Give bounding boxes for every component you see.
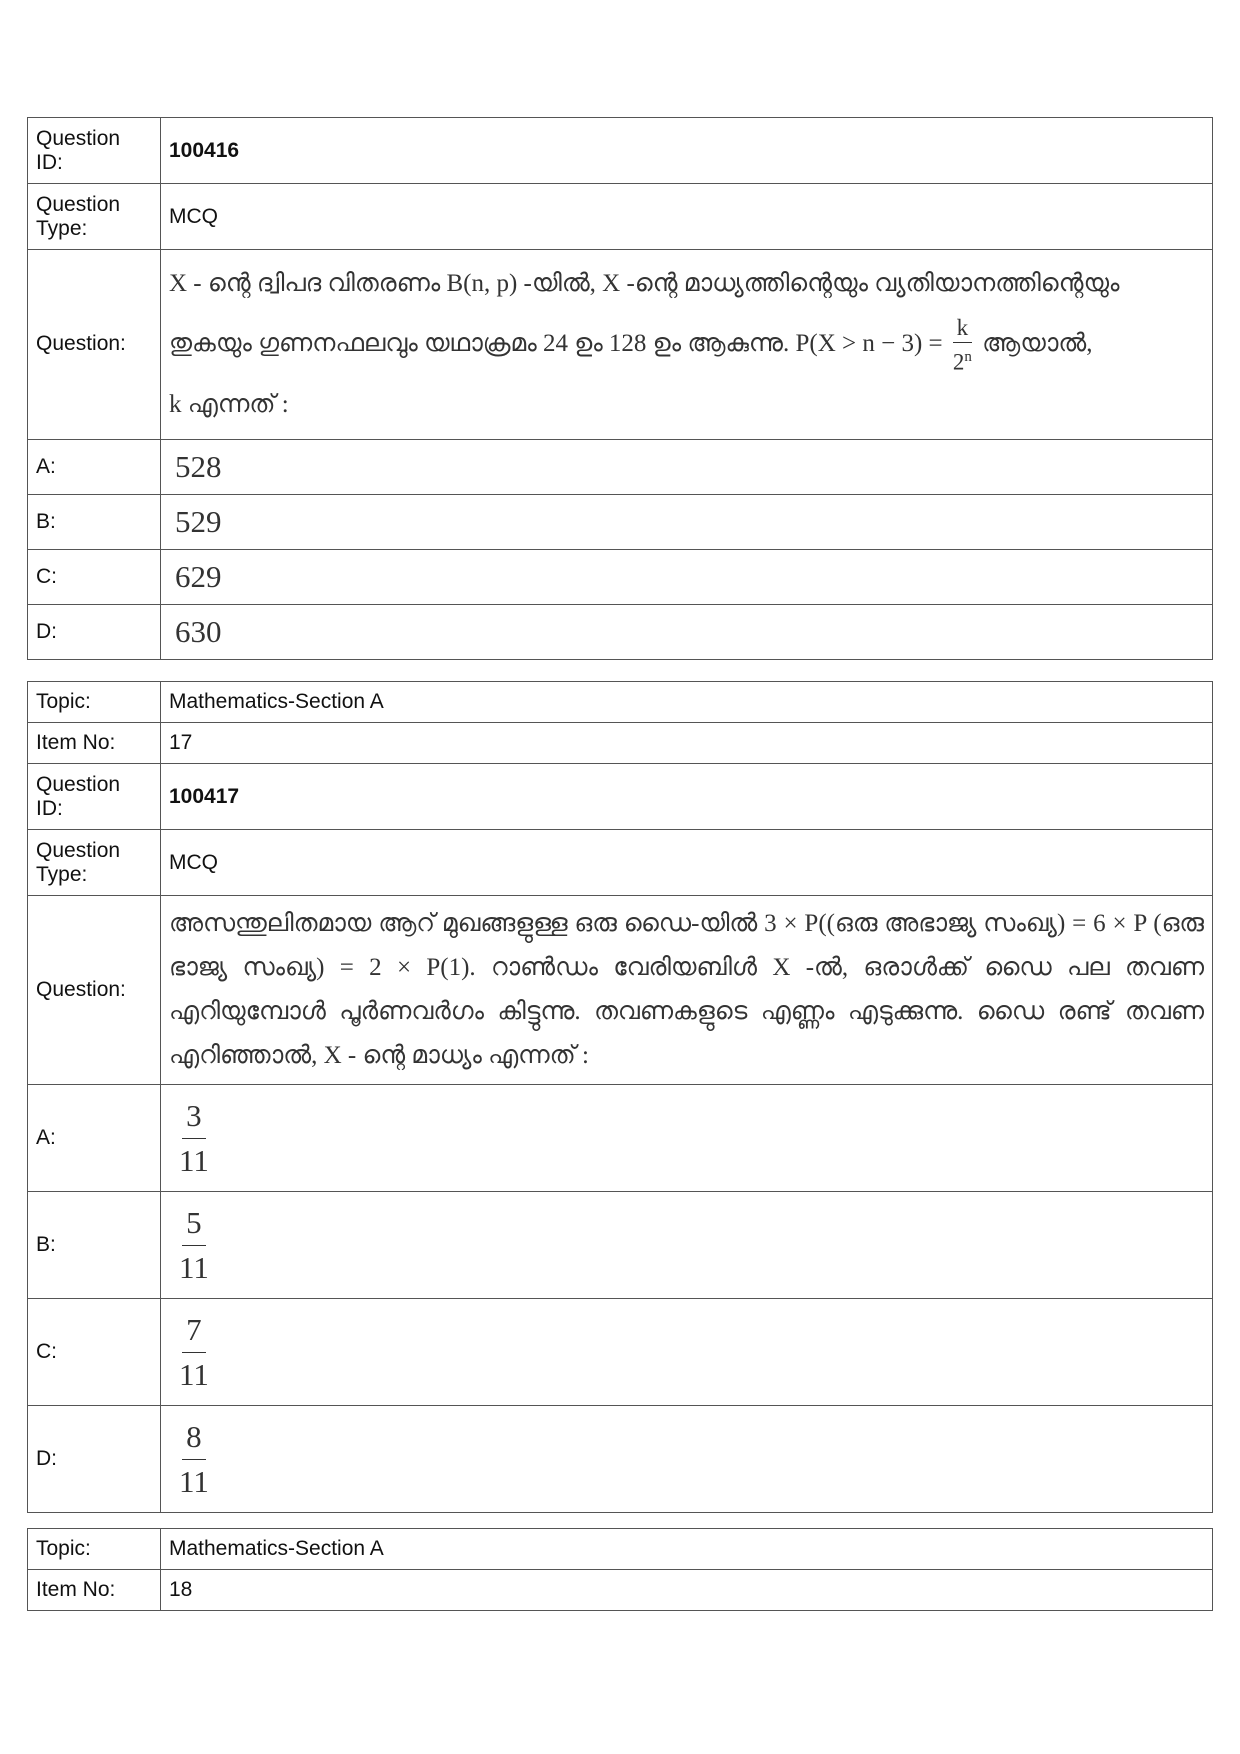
question-id-value: 100417 — [161, 764, 1213, 830]
option-c-value: 629 — [161, 549, 1213, 604]
topic-value: Mathematics-Section A — [161, 682, 1213, 723]
option-d-label: D: — [28, 604, 161, 659]
fraction-numerator: k — [953, 316, 973, 343]
item-no-label: Item No: — [28, 1570, 161, 1611]
item-no-value: 17 — [161, 723, 1213, 764]
option-c-label: C: — [28, 1299, 161, 1406]
fraction-denominator: 11 — [179, 1249, 209, 1285]
fraction-denominator: 11 — [179, 1142, 209, 1178]
option-b-label: B: — [28, 1192, 161, 1299]
option-b-fraction — [175, 1203, 213, 1288]
item-no-value: 18 — [161, 1570, 1213, 1611]
fraction-denominator: 11 — [179, 1356, 209, 1392]
option-d-value: 630 — [161, 604, 1213, 659]
question-table-100417 — [27, 681, 1213, 1513]
fraction-numerator: 5 — [182, 1203, 206, 1246]
question-type-value: MCQ — [161, 830, 1213, 896]
question-text — [161, 250, 1213, 440]
denominator-base: 2 — [952, 349, 965, 375]
question-id-label: Question ID: — [28, 118, 161, 184]
topic-label: Topic: — [28, 682, 161, 723]
option-d-value — [161, 1406, 1213, 1513]
question-text: അസന്തുലിതമായ ആറ് മുഖങ്ങളുള്ള ഒരു ഡൈ-യിൽ 3 × P((ഒരു അഭാജ്യ സംഖ്യ) = 6 × P (ഒരു ഭാജ്യ സംഖ്യ) = 2 × P(1). റാൺഡം വേരിയബിൾ X -ൽ, ഒരാൾക്ക് ഡൈ പല തവണ എറിയുമ്പോൾ പൂർണവർഗം കിട്ടുന്നു. തവണകളുടെ എണ്ണം എടുക്കുന്നു. ഡൈ രണ്ട് തവണ എറിഞ്ഞാൽ, X - ന്റെ മാധ്യം എന്നത് : — [161, 896, 1213, 1085]
probability-fraction — [949, 316, 976, 375]
option-a-fraction — [175, 1096, 213, 1181]
option-a-label: A: — [28, 439, 161, 494]
question-line-1: X - ന്റെ ദ്വിപദ വിതരണം B(n, p) -യിൽ, X -ന്റെ മാധ്യത്തിന്റെയും വ്യതിയാനത്തിന്റെയും — [169, 270, 1120, 297]
option-b-label: B: — [28, 494, 161, 549]
fraction-denominator — [949, 343, 976, 375]
fraction-numerator: 8 — [182, 1417, 206, 1460]
fraction-numerator: 3 — [182, 1096, 206, 1139]
topic-label: Topic: — [28, 1529, 161, 1570]
question-label: Question: — [28, 896, 161, 1085]
question-line-2-end: ആയാൽ, — [982, 330, 1093, 357]
item-no-label: Item No: — [28, 723, 161, 764]
denominator-exponent: n — [964, 348, 972, 365]
question-type-label: Question Type: — [28, 184, 161, 250]
question-label: Question: — [28, 250, 161, 440]
question-id-value: 100416 — [161, 118, 1213, 184]
question-line-2 — [169, 314, 1204, 375]
question-line-3: k എന്നത് : — [169, 390, 289, 418]
question-line-2-start: തുകയും ഗുണനഫലവും യഥാക്രമം 24 ഉം 128 ഉം ആകുന്നു. P(X > n − 3) = — [169, 330, 943, 357]
option-a-value — [161, 1085, 1213, 1192]
option-a-label: A: — [28, 1085, 161, 1192]
question-type-label: Question Type: — [28, 830, 161, 896]
topic-value: Mathematics-Section A — [161, 1529, 1213, 1570]
question-table-item-18 — [27, 1528, 1213, 1611]
option-c-value — [161, 1299, 1213, 1406]
option-c-label: C: — [28, 549, 161, 604]
fraction-denominator: 11 — [179, 1463, 209, 1499]
option-b-value: 529 — [161, 494, 1213, 549]
option-d-label: D: — [28, 1406, 161, 1513]
option-d-fraction — [175, 1417, 213, 1502]
question-table-100416 — [27, 117, 1213, 660]
option-b-value — [161, 1192, 1213, 1299]
question-type-value: MCQ — [161, 184, 1213, 250]
option-c-fraction — [175, 1310, 213, 1395]
question-id-label: Question ID: — [28, 764, 161, 830]
option-a-value: 528 — [161, 439, 1213, 494]
fraction-numerator: 7 — [182, 1310, 206, 1353]
